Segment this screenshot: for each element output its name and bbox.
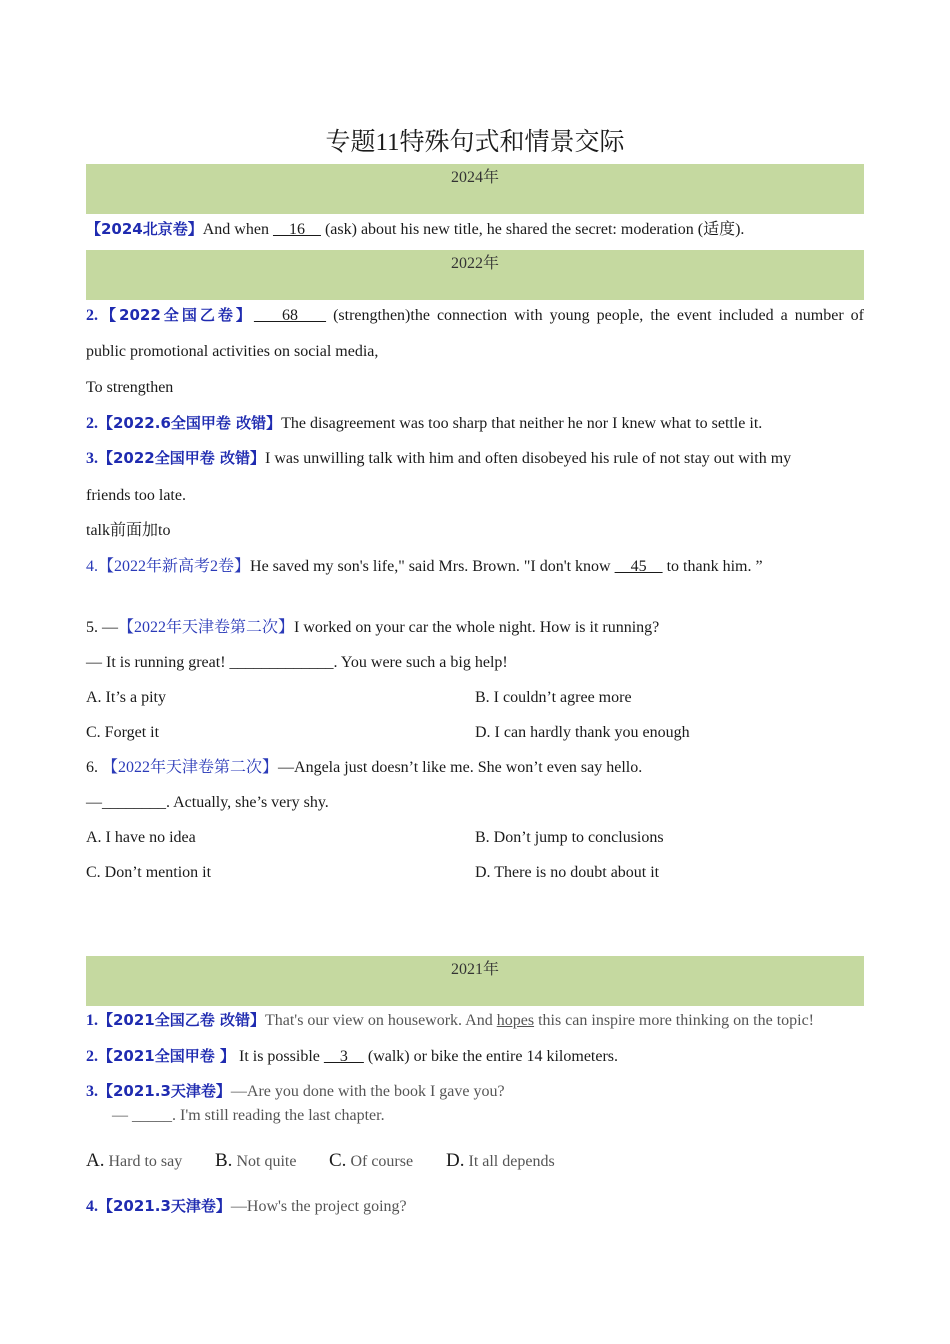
question-2021-4: 4.【2021.3天津卷】—How's the project going? [86,1197,407,1215]
answer-2022-3: talk前面加to [86,522,171,539]
section-header-2021: 2021年 [86,956,864,1006]
section-header-2024: 2024年 [86,164,864,214]
question-2022-3-line2: friends too late. [86,487,186,504]
question-source: 【2022年天津卷第二次】 [118,619,295,636]
answer-2022-1: To strengthen [86,379,174,396]
option-b: B. I couldn’t agree more [475,689,632,706]
option-a: A. Hard to say [86,1150,183,1171]
question-source: 【2021.3天津卷】 [98,1197,231,1215]
answer-blank: 3 [323,1048,364,1065]
reply-2021-3: — _____. I'm still reading the last chapter. [112,1107,385,1124]
question-2022-1-line2: public promotional activities on social media, [86,343,379,360]
question-2022-4: 4.【2022年新高考2卷】He saved my son's life," said Mrs. Brown. "I don't know 45 to thank him. ” [86,558,763,575]
question-source: 【2021全国乙卷 改错】 [98,1011,265,1029]
question-2022-6: 6. 【2022年天津卷第二次】—Angela just doesn’t like me. She won’t even say hello. [86,759,643,776]
question-2022-2: 2.【2022.6全国甲卷 改错】The disagreement was too sharp that neither he nor I knew what to settle it. [86,414,763,432]
option-c: C. Forget it [86,724,160,741]
answer-blank: 68 [253,307,327,324]
question-source: 【2022年天津卷第二次】 [102,759,279,776]
option-c: C. Don’t mention it [86,864,212,881]
option-a: A. It’s a pity [86,689,166,706]
option-c: C. Of course [329,1150,414,1171]
option-b: B. Don’t jump to conclusions [475,829,664,846]
question-2021-3: 3.【2021.3天津卷】—Are you done with the book I gave you? [86,1082,505,1100]
question-2021-2: 2.【2021全国甲卷 】 It is possible 3 (walk) or bike the entire 14 kilometers. [86,1047,619,1065]
section-header-2022: 2022年 [86,250,864,300]
question-2022-1-line1: 2.【2022全国乙卷】 68 (strengthen)the connection with young people, the event included a number of [86,306,865,324]
question-2024: 【2024北京卷】And when 16 (ask) about his new title, he shared the secret: moderation (适度). [86,220,745,238]
page-title: 专题11特殊句式和情景交际 [325,129,625,156]
question-2021-1: 1.【2021全国乙卷 改错】That's our view on housework. And hopes this can inspire more thinking on the topic! [86,1011,815,1029]
option-d: D. There is no doubt about it [475,864,660,881]
reply-2022-5: — It is running great! _____________. You were such a big help! [86,654,508,671]
answer-blank: 16 [272,221,321,238]
option-d: D. I can hardly thank you enough [475,724,690,741]
question-source: 【2021全国甲卷 】 [98,1047,235,1065]
question-source: 【2022年新高考2卷】 [98,558,251,575]
question-source: 【2021.3天津卷】 [98,1082,231,1100]
question-source: 【2024北京卷】 [86,220,203,238]
option-a: A. I have no idea [86,829,196,846]
question-source: 【2022.6全国甲卷 改错】 [98,414,282,432]
answer-blank: 45 [614,558,663,575]
error-word: hopes [496,1012,535,1029]
option-b: B. Not quite [215,1150,297,1171]
question-source: 【2022全国甲卷 改错】 [98,449,265,467]
question-2022-3-line1: 3.【2022全国甲卷 改错】I was unwilling talk with him and often disobeyed his rule of not stay out with my [86,449,792,467]
question-2022-5: 5. —【2022年天津卷第二次】I worked on your car the whole night. How is it running? [86,619,660,636]
option-d: D. It all depends [446,1150,555,1171]
question-source: 【2022全国乙卷】 [98,306,254,324]
reply-2022-6: —________. Actually, she’s very shy. [86,794,329,811]
